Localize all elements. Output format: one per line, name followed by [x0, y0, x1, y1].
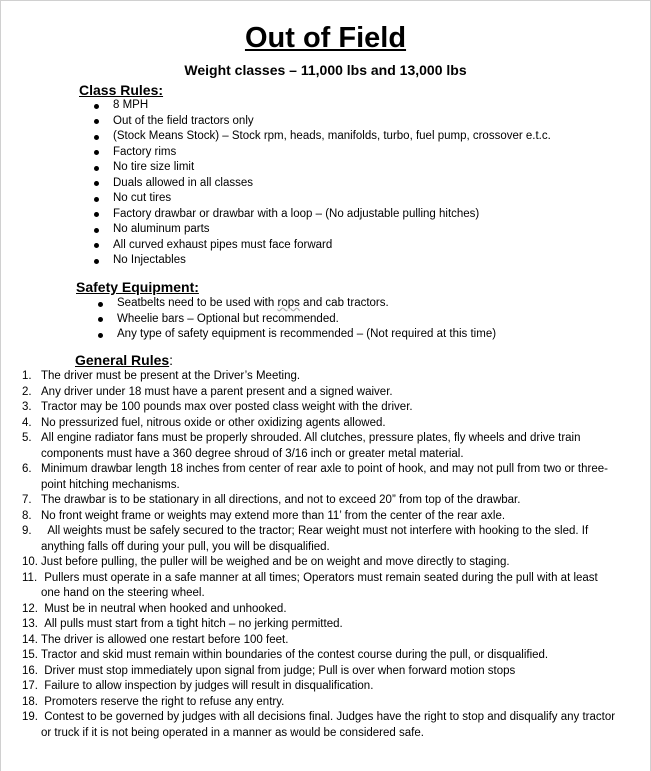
rule-number: 10.	[22, 556, 38, 568]
rule-item	[0, 664, 640, 680]
safety-equipment-list	[117, 296, 496, 343]
rule-number: 16.	[22, 664, 38, 677]
rule-item	[0, 633, 640, 649]
rule-text: All weights must be safely secured to the tractor; Rear weight must not interfere with hooking to the sled. If anything falls off during your pull, you will be disqualified.	[41, 525, 592, 553]
bullet-icon	[94, 259, 99, 264]
list-item-text: Seatbelts need to be used with	[117, 297, 278, 309]
rule-item	[0, 555, 640, 571]
rule-number: 6.	[22, 463, 32, 475]
rule-number: 4.	[22, 416, 32, 429]
weight-classes-subtitle: Weight classes – 11,000 lbs and 13,000 lbs	[184, 62, 467, 78]
list-item-text: Out of the field tractors only	[113, 114, 254, 127]
rule-item	[0, 602, 640, 618]
page-title: Out of Field	[244, 22, 407, 54]
bullet-icon	[94, 197, 99, 202]
list-item-text: All curved exhaust pipes must face forward	[113, 238, 333, 251]
safety-equipment-heading	[76, 279, 199, 295]
rule-text: Just before pulling, the puller will be weighed and be on weight and move directly to staging.	[41, 556, 510, 568]
rule-item	[0, 571, 640, 602]
rule-text: Failure to allow inspection by judges will result in disqualification.	[41, 680, 374, 692]
bullet-icon	[94, 212, 99, 217]
list-item	[113, 176, 551, 192]
rule-text: Must be in neutral when hooked and unhooked.	[41, 602, 287, 615]
rule-item	[0, 462, 640, 493]
list-item	[113, 160, 551, 176]
rule-number: 11.	[22, 571, 38, 584]
rule-text: No front weight frame or weights may extend more than 11’ from the center of the rear axle.	[41, 509, 506, 522]
rule-item	[0, 710, 640, 741]
bullet-icon	[94, 228, 99, 233]
list-item	[113, 253, 551, 269]
bullet-icon	[94, 104, 99, 109]
rule-number: 18.	[22, 695, 38, 708]
rule-item	[0, 385, 640, 401]
list-item-text: No tire size limit	[113, 161, 195, 173]
bullet-icon	[94, 119, 99, 124]
rule-item	[0, 431, 640, 462]
rule-text: Any driver under 18 must have a parent present and a signed waiver.	[41, 385, 393, 398]
list-item-text: 8 MPH	[113, 99, 149, 111]
rule-number: 1.	[22, 370, 32, 382]
list-item-text: No aluminum parts	[113, 223, 210, 235]
rule-number: 12.	[22, 602, 38, 615]
safety-equipment-heading-text: Safety Equipment:	[76, 279, 199, 295]
list-item	[113, 114, 551, 130]
rule-item	[0, 400, 640, 416]
rule-text: Driver must stop immediately upon signal from judge; Pull is over when forward motion stops	[41, 664, 516, 677]
rule-item	[0, 509, 640, 525]
list-item	[113, 191, 551, 207]
list-item-text: No Injectables	[113, 254, 186, 266]
bullet-icon	[98, 302, 103, 307]
rule-number: 7.	[22, 494, 32, 506]
rule-item	[0, 679, 640, 695]
rule-item	[0, 369, 640, 385]
rule-number: 5.	[22, 432, 32, 444]
class-rules-list	[113, 98, 551, 269]
list-item	[113, 207, 551, 223]
list-item	[117, 296, 496, 312]
rule-number: 9.	[22, 525, 32, 537]
list-item-text: Any type of safety equipment is recommended – (Not required at this time)	[117, 328, 497, 340]
rule-item	[0, 648, 640, 664]
rule-text: Minimum drawbar length 18 inches from center of rear axle to point of hook, and may not pull from two or three-point hitching mechanisms.	[41, 463, 608, 491]
rule-text: The driver is allowed one restart before 100 feet.	[41, 633, 289, 646]
list-item-text: Factory drawbar or drawbar with a loop – (No adjustable pulling hitches)	[113, 207, 480, 220]
rule-text: Tractor and skid must remain within boundaries of the contest course during the pull, or disqualified.	[41, 649, 549, 661]
rule-text: Promoters reserve the right to refuse any entry.	[41, 695, 285, 708]
list-item	[113, 238, 551, 254]
rule-text: Pullers must operate in a safe manner at all times; Operators must remain seated during the pull with at least one hand on the steering wheel.	[41, 571, 601, 599]
bullet-icon	[94, 150, 99, 155]
list-item-text: Factory rims	[113, 145, 177, 158]
rule-number: 15.	[22, 649, 38, 661]
list-item-text: Wheelie bars – Optional but recommended.	[117, 312, 339, 325]
rule-item	[0, 695, 640, 711]
general-rules-heading	[75, 352, 173, 368]
list-item-text: rops	[277, 297, 300, 309]
list-item-text: No cut tires	[113, 192, 172, 204]
rule-text: Contest to be governed by judges with all decisions final. Judges have the right to stop and disqualify any tractor or truck if it is not being operated in a manner as would be considered safe.	[41, 711, 619, 739]
rule-item	[0, 617, 640, 633]
list-item	[113, 98, 551, 114]
bullet-icon	[98, 317, 103, 322]
general-rules-list	[0, 369, 640, 741]
rule-text: All engine radiator fans must be properly shrouded. All clutches, pressure plates, fly wheels and drive train components must have a 360 degree shroud of 3/16 inch or greater metal material.	[41, 432, 584, 460]
bullet-icon	[94, 181, 99, 186]
rule-number: 2.	[22, 385, 32, 398]
bullet-icon	[98, 333, 103, 338]
list-item-text: (Stock Means Stock) – Stock rpm, heads, manifolds, turbo, fuel pump, crossover e.t.c.	[113, 130, 551, 142]
list-item	[117, 312, 496, 328]
list-item	[113, 129, 551, 145]
rule-text: The drawbar is to be stationary in all directions, and not to exceed 20” from top of the drawbar.	[41, 494, 521, 506]
list-item-text: and cab tractors.	[299, 297, 389, 309]
page-border-top	[0, 0, 651, 1]
rule-number: 8.	[22, 509, 32, 522]
rule-number: 17.	[22, 680, 38, 692]
rule-number: 14.	[22, 633, 38, 646]
bullet-icon	[94, 243, 99, 248]
rule-item	[0, 493, 640, 509]
class-rules-heading	[79, 82, 163, 98]
rule-text: All pulls must start from a tight hitch – no jerking permitted.	[41, 618, 343, 630]
rule-text: The driver must be present at the Driver’s Meeting.	[41, 370, 301, 382]
rule-number: 19.	[22, 711, 38, 723]
rule-item	[0, 524, 640, 555]
bullet-icon	[94, 135, 99, 140]
list-item	[117, 327, 496, 343]
list-item	[113, 145, 551, 161]
general-rules-heading-colon: :	[169, 352, 174, 368]
rule-text: Tractor may be 100 pounds max over posted class weight with the driver.	[41, 401, 413, 413]
rule-number: 3.	[22, 401, 32, 413]
general-rules-heading-text: General Rules	[75, 352, 170, 368]
rule-number: 13.	[22, 618, 38, 630]
class-rules-heading-text: Class Rules:	[79, 82, 164, 98]
bullet-icon	[94, 166, 99, 171]
list-item	[113, 222, 551, 238]
list-item-text: Duals allowed in all classes	[113, 176, 253, 189]
rule-item	[0, 416, 640, 432]
rule-text: No pressurized fuel, nitrous oxide or other oxidizing agents allowed.	[41, 416, 386, 429]
